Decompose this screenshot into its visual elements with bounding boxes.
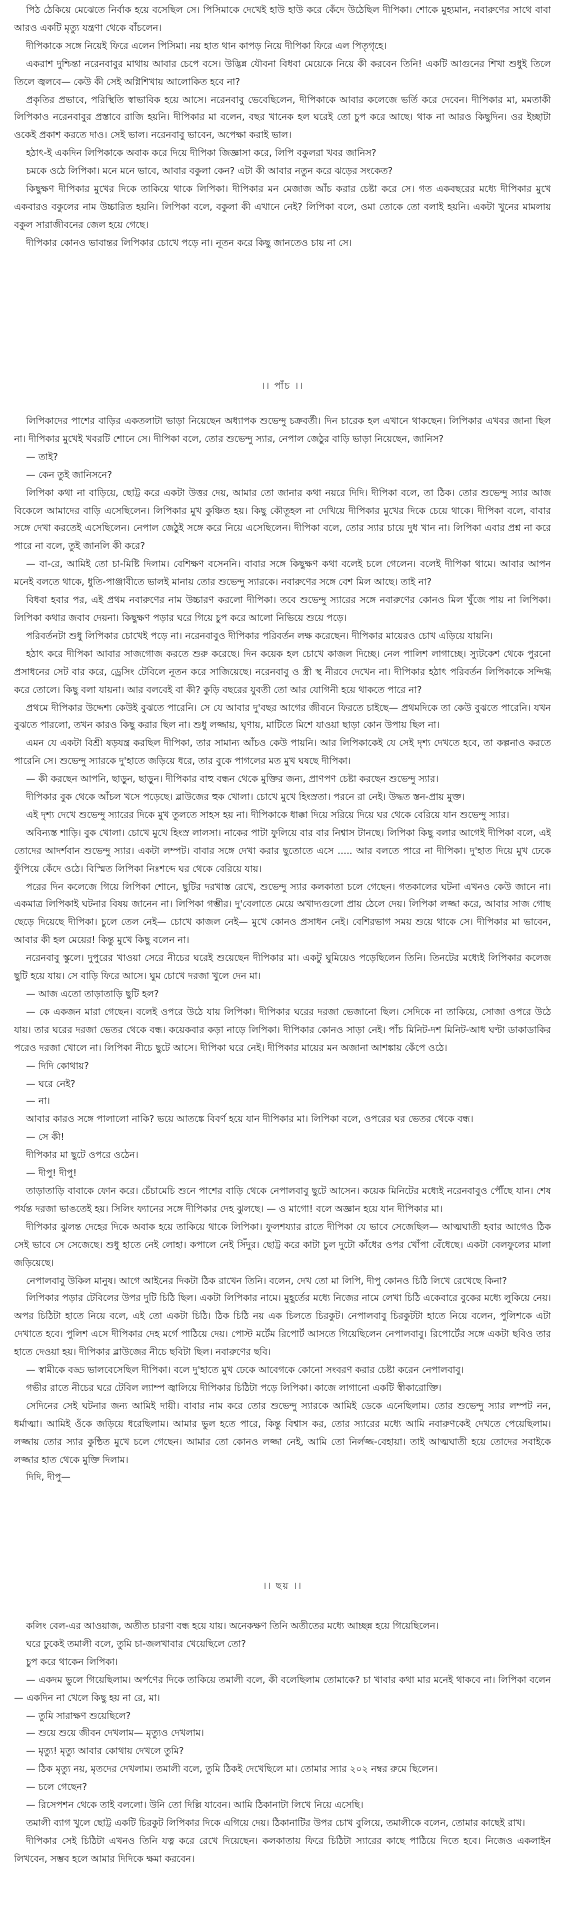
dialogue-line: — তুমি সারাক্ষণ শুয়েছিলে? [26, 1710, 131, 1722]
dialogue-line: — ঠিক মৃত্যু নয়, মৃতদের দেখলাম। তমালী বলে, তুমি ঠিকই দেখেছিলে মা। তোমার স্যার ২০২ নম্বর রুমে ছিলেন। [26, 1764, 438, 1776]
paragraph: অবিন্যস্ত শাড়ি। বুক খোলা। চোখে মুখে হিংস্র লালসা। নাকের পাটা ফুলিয়ে বার বার নিশ্বাস টানছে। লিপিকা কিছু বলার আগেই দীপিকা বলে, এই তোদের আদর্শবান শুভেন্দু স্যার। একটা লম্পট। বাবার সঙ্গে দেখা করার ছুতোতে এসে ..... আর বলতে পারে না দীপিকা। দু'হাত দিয়ে মুখ ঢেকে ফুঁপিয়ে কেঁদে ওঠে। বিস্মিত লিপিকা নিঃশব্দে ঘর থেকে বেরিয়ে যায়। [14, 827, 551, 875]
dialogue-line: — শুয়ে শুয়ে জীবন দেখলাম— মৃত্যুও দেখলাম। [26, 1728, 205, 1740]
paragraph: তাড়াতাড়ি বাবাকে ফোন করে। চেঁচামেচি শুনে পাশের বাড়ি থেকে নেপালবাবু ছুটে আসেন। কয়েক মিনিটের মধ্যেই নরেনবাবুও পৌঁছে যান। শেষ পর্যন্ত দরজা ভাঙতেই হয়। সিলিং ফ্যানের সঙ্গে দীপিকার দেহ ঝুলছে। — ও মাগো! বলে অজ্ঞান হয়ে যান দীপিকার মা। [14, 1185, 551, 1215]
paragraph: লিপিকাদের পাশের বাড়ির একতলাটা ভাড়া নিয়েছেন অধ্যাপক শুভেন্দু চক্রবর্তী। দিন চারেক হল এখানে থাকছেন। লিপিকার এখবর জানা ছিল না। দীপিকার মুখেই খবরটি শোনে সে। দীপিকা বলে, তোর শুভেন্দু স্যার, নেপাল জেঠুর বাড়ি ভাড়া নিয়েছেন, জানিস? [14, 416, 551, 445]
paragraph: চুপ করে থাকেন লিপিকা। [26, 1656, 118, 1668]
dialogue-line: — স্বামীকে বড্ড ভালবেসেছিল দীপিকা। বলে দু'হাতে মুখ ঢেকে আবেগকে কোনো সংবরণ করার চেষ্টা করেন নেপালবাবু। [26, 1365, 464, 1377]
dialogue-line: — দিদি কোথায়? [26, 1060, 89, 1072]
paragraph: নেপালবাবু উকিল মানুষ। আগে আইনের দিকটা ঠিক রাখেন তিনি। বলেন, দেখ তো মা লিপি, দীপু কোনও চিঠি লিখে রেখেছে কিনা? [26, 1275, 508, 1287]
paragraph: এমন যে একটা বিশ্রী ষড়যন্ত্র করছিল দীপিকা, তার সামান্য আঁচও কেউ পায়নি। আর লিপিকাকেই যে সেই দৃশ্য দেখতে হবে, তা কল্পনাও করতে পারেনি সে। শুভেন্দু স্যারকে দু'হাতে জড়িয়ে ধরে, তার বুকে পাগলের মত মুখ ঘষছে দীপিকা। [14, 738, 551, 768]
chapter-heading-five: ।। পাঁচ ।। [261, 381, 304, 392]
paragraph: পিঠ ঠেকিয়ে মেঝেতে নির্বাক হয়ে বসেছিল সে। পিসিমাকে দেখেই হাউ হাউ করে কেঁদে উঠেছিল দীপিকা। শোকে মুহ্যমান, নবারুণের সাথে বাবা আরও একটি মৃত্যু যন্ত্রণা থেকে বাঁচলেন। [14, 5, 551, 34]
paragraph: লিপিকা কথা না বাড়িয়ে, ছোট্ট করে একটা উত্তর দেয়, আমার তো জানার কথা নয়রে দিদি। দীপিকা বলে, তা ঠিক। তোর শুভেন্দু স্যার আজ বিকেলে আমাদের বাড়ি এসেছিলেন। লিপিকার মুখ কুঞ্চিত হয়। কিছু কৌতূহল না দেখিয়ে দীপিকার মুখের দিকে চেয়ে থাকে। দীপিকা বলে, বাবার সঙ্গে দেখা করতেই এসেছিলেন। নেপাল জেঠুই সঙ্গে করে নিয়ে এসেছিলেন। দীপিকা বলে, তোর স্যার চায়ে দুধ খান না। লিপিকা এবার প্রশ্ন না করে পারে না বলে, তুই জানলি কী করে? [14, 487, 551, 553]
paragraph: লিপিকার পড়ার টেবিলের উপর দুটি চিঠি ছিল। একটা লিপিকার নামে। মুহূর্তের মধ্যে নিজের নামে লেখা চিঠি একেবারে বুকের মধ্যে লুকিয়ে নেয়। অপর চিঠিটা হাতে নিয়ে বলে, এই তো একটা চিঠি। ঠিক চিঠি নয় এক চিলতে চিরকুট। নেপালবাবু চিরকুটটা হাতে নিয়ে বলেন, পুলিশকে এটা দেখাতে হবে। পুলিশ এসে দীপিকার দেহ মর্গে পাঠিয়ে দেয়। পোস্ট মর্টেম রিপোর্ট আসতে গিয়েছিলেন নেপালবাবু। রিপোর্টের সঙ্গে একটা ছবিও তার হাতে দেওয়া হয়। দীপিকার ব্লাউজের নীচে ছবিটা ছিল। নবারুণের ছবি। [14, 1293, 551, 1359]
paragraph: দীপিকার ঝুলন্ত দেহের দিকে অবাক হয়ে তাকিয়ে থাকে লিপিকা। ফুলশয্যার রাতে দীপিকা যে ভাবে সেজেছিল— আত্মঘাতী হবার আগেও ঠিক সেই ভাবে সে সেজেছে। শুধু হাতে নেই লোহা। কপালে নেই সিঁদুর। ছোট্ট করে কাটা চুল দুটো কাঁধের ওপর খোঁপা বেঁধেছে। একটা বেলফুলের মালা জড়িয়েছে। [14, 1221, 551, 1269]
dialogue-line: — রিসেপশন থেকে তাই বললো। উনি তো দিল্লি যাবেন। আমি ঠিকানাটা লিখে নিয়ে এসেছি। [26, 1800, 364, 1812]
letter-signature: দিদি, দীপু— [26, 1472, 71, 1484]
paragraph: গভীর রাতে নীচের ঘরে টেবিল ল্যাম্প জ্বালিয়ে দীপিকার চিঠিটা পড়ে লিপিকা। কাজে লাগানো একটি স্বীকারোক্তি। [26, 1382, 442, 1394]
dialogue-line: — একদম ভুলে গিয়েছিলাম। অর্পণের দিকে তাকিয়ে তমালী বলে, কী বলেছিলাম তোমাকে? চা খাবার কথা মার মনেই থাকবে না। লিপিকা বলেন— একদিন না খেলে কিছু হয় না রে, মা। [14, 1674, 551, 1704]
section-five-text [14, 413, 551, 1516]
dialogue-line: — বা-রে, আমিই তো চা-মিষ্টি দিলাম। বেশিক্ষণ বসেননি। বাবার সঙ্গে কিছুক্ষণ কথা বলেই চলে গেলেন। বলেই দীপিকা থামে। আবার আপন মনেই বলতে থাকে, ধুতি-পাঞ্জাবীতে ভালই মানায় তোর শুভেন্দু স্যারকে। নবারুণের সঙ্গে বেশ মিল আছে। তাই না? [14, 559, 551, 589]
section-six-text [14, 1618, 551, 1906]
paragraph: আবার কারও সঙ্গে পালালো নাকি? ভয়ে আতঙ্কে বিবর্ণ হয়ে যান দীপিকার মা। লিপিকা বলে, ওপরের ঘর ভেতর থেকে বন্ধ। [26, 1114, 474, 1126]
dialogue-line: — মৃত্যু! মৃত্যু আবার কোথায় দেখলে তুমি? [26, 1746, 184, 1758]
chapter-heading-six: ।। ছয় ।। [262, 1581, 303, 1592]
dialogue-line: — সে কী! [26, 1132, 65, 1144]
paragraph: একরাশ দুশ্চিন্তা নরেনবাবুর মাথায় আবার চেপে বসে। উদ্ভিন্ন যৌবনা বিধবা মেয়েকে নিয়ে কী করবেন তিনি! একটি আগুনের শিখা শুধুই তিলে তিলে জ্বলবে— কেউ কী সেই অগ্নিশিখায় আলোকিত হবে না? [14, 58, 551, 88]
paragraph: পরের দিন কলেজে গিয়ে লিপিকা শোনে, ছুটির দরখাস্ত রেখে, শুভেন্দু স্যার কলকাতা চলে গেছেন। গতকালের ঘটনা এখনও কেউ জানে না। একমাত্র লিপিকাই ঘটনার বিষয় জানেন না। লিপিকা গম্ভীর। দু'বেলাতে মেয়ে অখাদ্যগুলো প্রায় ঠেলে দেয়। লিপিকা লজ্জা করে, আবার সাজ গোছ ছেড়ে দিয়েছে দীপিকা। চুলে তেল নেই— চোখে কাজল নেই— মুখে কোনও প্রসাধন নেই। বেশিরভাগ সময় শুয়ে থাকে সে। দীপিকার মা ভাবেন, আবার কী হল মেয়ের! কিন্তু মুখে কিছু বলেন না। [14, 881, 551, 947]
paragraph: প্রথমে দীপিকার উদ্দেশ্য কেউই বুঝতে পারেনি। সে যে আবার দু'বছর আগের জীবনে ফিরতে চাইছে— প্রথমদিকে তা কেউ বুঝতে পারেনি। যখন বুঝতে পারলো, তখন কারও কিছু করার ছিল না। শুধু লজ্জায়, ঘৃণায়, মাটিতে মিশে যাওয়া ছাড়া কোন উপায় ছিল না। [14, 702, 551, 732]
section-one-text [14, 2, 551, 352]
dialogue-line: — দীপু! দীপু! [26, 1168, 77, 1180]
paragraph: ঘরে ঢুকেই তমালী বলে, তুমি চা-জলখাবার খেয়েছিলে তো? [26, 1638, 246, 1650]
dialogue-line: — কী করছেন আপনি, ছাড়ুন, ছাড়ুন। দীপিকার বাহু বন্ধন থেকে মুক্তির জন্য, প্রাণপণ চেষ্টা করছেন শুভেন্দু স্যার। [26, 774, 439, 786]
dialogue-line: — চলে গেছেন? [26, 1782, 88, 1794]
paragraph: কলিং বেল-এর আওয়াজ, অতীত চারণা বন্ধ হয়ে যায়। অনেকক্ষণ তিনি অতীতের মধ্যে আচ্ছন্ন হয়ে গিয়েছিলেন। [26, 1621, 439, 1632]
paragraph: বিধবা হবার পর, এই প্রথম নবারুণের নাম উচ্চারণ করলো দীপিকা। তবে শুভেন্দু স্যারের সঙ্গে নবারুণের কোনও মিল খুঁজে পায় না লিপিকা। লিপিকা কথার জবাব দেয়না। কিছুক্ষণ পড়ার ঘরে গিয়ে চুপ করে আলো নিভিয়ে শুয়ে পড়ে। [14, 595, 551, 624]
paragraph: কিছুক্ষণ দীপিকার মুখের দিকে তাকিয়ে থাকে লিপিকা। দীপিকার মন মেজাজ আঁচ করার চেষ্টা করে সে। গত একবছরের মধ্যে দীপিকার মুখে একবারও বকুলের নাম উচ্চারিত হয়নি। লিপিকা বলে, বকুলা কী এখানে নেই? লিপিকা বলে, ওমা তোকে তো বলাই হয়নি। একটা খুনের মামলায় বকুল সারাজীবনের জেল হয়ে গেছে। [14, 184, 551, 231]
paragraph: দীপিকার মা ছুটে ওপরে ওঠেন। [26, 1150, 139, 1162]
paragraph: সেদিনের সেই ঘটনার জন্য আমিই দায়ী। বাবার নাম করে তোর শুভেন্দু স্যারকে আমিই ডেকে এনেছিলাম। তোর শুভেন্দু স্যার লম্পট নন, ধর্মাত্মা। আমিই ওঁকে জড়িয়ে ধরেছিলাম। আমার ভুল হতে পারে, কিন্তু বিশ্বাস কর, তোর স্যারের মধ্যে আমি নবারুণকেই দেখতে পেয়েছিলাম। লজ্জায় তোর স্যার কুন্ঠিত মুখে চলে গেছেন। আমার তো কোনও লজ্জা নেই, আমি তো নির্লজ্জ-বেহায়া। তাই আত্মঘাতী হয়ে তোদের সবাইকে লজ্জার হাত থেকে মুক্তি দিলাম। [14, 1400, 551, 1466]
dialogue-line: — না। [26, 1096, 51, 1108]
paragraph: হঠাৎ-ই একদিন লিপিকাকে অবাক করে দিয়ে দীপিকা জিজ্ঞাসা করে, লিপি বকুলরা খবর জানিস? [26, 148, 377, 160]
dialogue-line: — কে একজন মারা গেছেন। বলেই ওপরে উঠে যায় লিপিকা। দীপিকার ঘরের দরজা ভেজানো ছিল। সেদিকে না তাকিয়ে, সোজা ওপরে উঠে যায়। তার ঘরের দরজা ভেতর থেকে বন্ধ। কয়েকবার কড়া নাড়ে লিপিকা। দীপিকার কোনও সাড়া নেই। পাঁচ মিনিট-দশ মিনিট-আধ ঘণ্টা ডাকাডাকির পরেও দরজা খোলে না। লিপিকা নীচে ছুটে আসে। দীপিকা ঘরে নেই। দীপিকার মায়ের মন অজানা আশঙ্কায় কেঁপে ওঠে। [14, 1006, 551, 1054]
paragraph: এই দৃশ্য দেখে শুভেন্দু স্যারের দিকে মুখ তুলতে সাহস হয় না। দীপিকাকে ধাক্কা দিয়ে সরিয়ে দিয়ে ঘর থেকে বেরিয়ে যান শুভেন্দু স্যার। [26, 809, 510, 821]
dialogue-line: — ঘরে নেই? [26, 1078, 76, 1090]
dialogue-line: — কেন তুই জানিসনে? [26, 469, 113, 481]
dialogue-line: — তাই? [26, 451, 58, 463]
paragraph: দীপিকার বুক থেকে আঁচল খসে পড়েছে। ব্লাউজের হুক খোলা। চোখে মুখে হিংস্রতা। পরনে রা নেই। উদ্ধত স্তন-প্রায় মুক্ত। [26, 792, 465, 804]
paragraph: হঠাৎ করে দীপিকা আবার সাজগোজ করতে শুরু করেছে। দিন কয়েক হল চোখে কাজল দিচ্ছে। নেল পালিশ লাগাচ্ছে। স্যুটকেশ থেকে পুরনো প্রসাধনের সেট বার করে, ড্রেসিং টেবিলে নূতন করে সাজিয়েছে। নরেনবাবু ও স্ত্রী স্থ নীরবে দেখেন না। দীপিকার হঠাৎ পরিবর্তন লিপিকাকে সন্দিগ্ধ করে তোলে। কিছু বলা যায়না। আর বলবেই বা কী? কুড়ি বছরের যুবতী তো আর যোগিনী হয়ে থাকতে পারে না? [14, 648, 551, 696]
paragraph: নরেনবাবু স্কুলে। দুপুরের খাওয়া সেরে নীচের ঘরেই শুয়েছেন দীপিকার মা। একটু ঘুমিয়েও পড়েছিলেন তিনি। তিনটের মধ্যেই লিপিকার কলেজ ছুটি হয়ে যায়। সে বাড়ি ফিরে আসে। ঘুম চোখে দরজা খুলে দেন মা। [14, 953, 551, 983]
paragraph: পরিবর্তনটা শুধু লিপিকার চোখেই পড়ে না। নরেনবাবুও দীপিকার পরিবর্তন লক্ষ করেছেন। দীপিকার মায়েরও চোখ এড়িয়ে যায়নি। [26, 630, 493, 642]
paragraph: প্রকৃতির প্রভাবে, পরিস্থিতি স্বাভাবিক হয়ে আসে। নরেনবাবু ভেবেছিলেন, দীপিকাকে আবার কলেজে ভর্তি করে দেবেন। দীপিকার মা, মমতাকী লিপিকাও নরেনবাবুর প্রস্তাবে রাজি হয়নি। দীপিকার মা বলেন, বছর খানেক হল ঘরেই তো চুপ করে আছে। থাক না আরও কিছুদিন। ওর ইচ্ছাটা ওকেই প্রকাশ করতে দাও। সেই ভাল। নরেনবাবু ভাবেন, অপেক্ষা করাই ভাল। [14, 94, 551, 142]
paragraph: চমকে ওঠে লিপিকা। মনে মনে ভাবে, আবার বকুলা কেন? এটা কী আবার নতুন করে ঝড়ের সংকেত? [26, 166, 393, 178]
paragraph: দীপিকার সেই চিঠিটা এখনও তিনি যত্ন করে রেখে দিয়েছেন। কলকাতায় ফিরে চিঠিটা স্যারের কাছে পাঠিয়ে দিতে হবে। নিজেও একলাইন লিখবেন, সম্ভব হলে আমার দিদিকে ক্ষমা করবেন। [14, 1835, 551, 1865]
paragraph: দীপিকাকে সঙ্গে নিয়েই ফিরে এলেন পিসিমা। নয় হাত থান কাপড় নিয়ে দীপিকা ফিরে এল পিতৃগৃহে। [26, 40, 387, 52]
paragraph: দীপিকার কোনও ভাবান্তর লিপিকার চোখে পড়ে না। নূতন করে কিছু জানতেও চায় না সে। [26, 237, 352, 249]
paragraph: তমালী ব্যাগ খুলে ছোট্ট একটি চিরকুট লিপিকার দিকে এগিয়ে দেয়। ঠিকানাটির উপর চোখ বুলিয়ে, তমালীকে বলেন, তোমার কাছেই রাখ। [26, 1817, 526, 1829]
dialogue-line: — আজ এতো তাড়াতাড়ি ছুটি হল? [26, 989, 159, 1000]
